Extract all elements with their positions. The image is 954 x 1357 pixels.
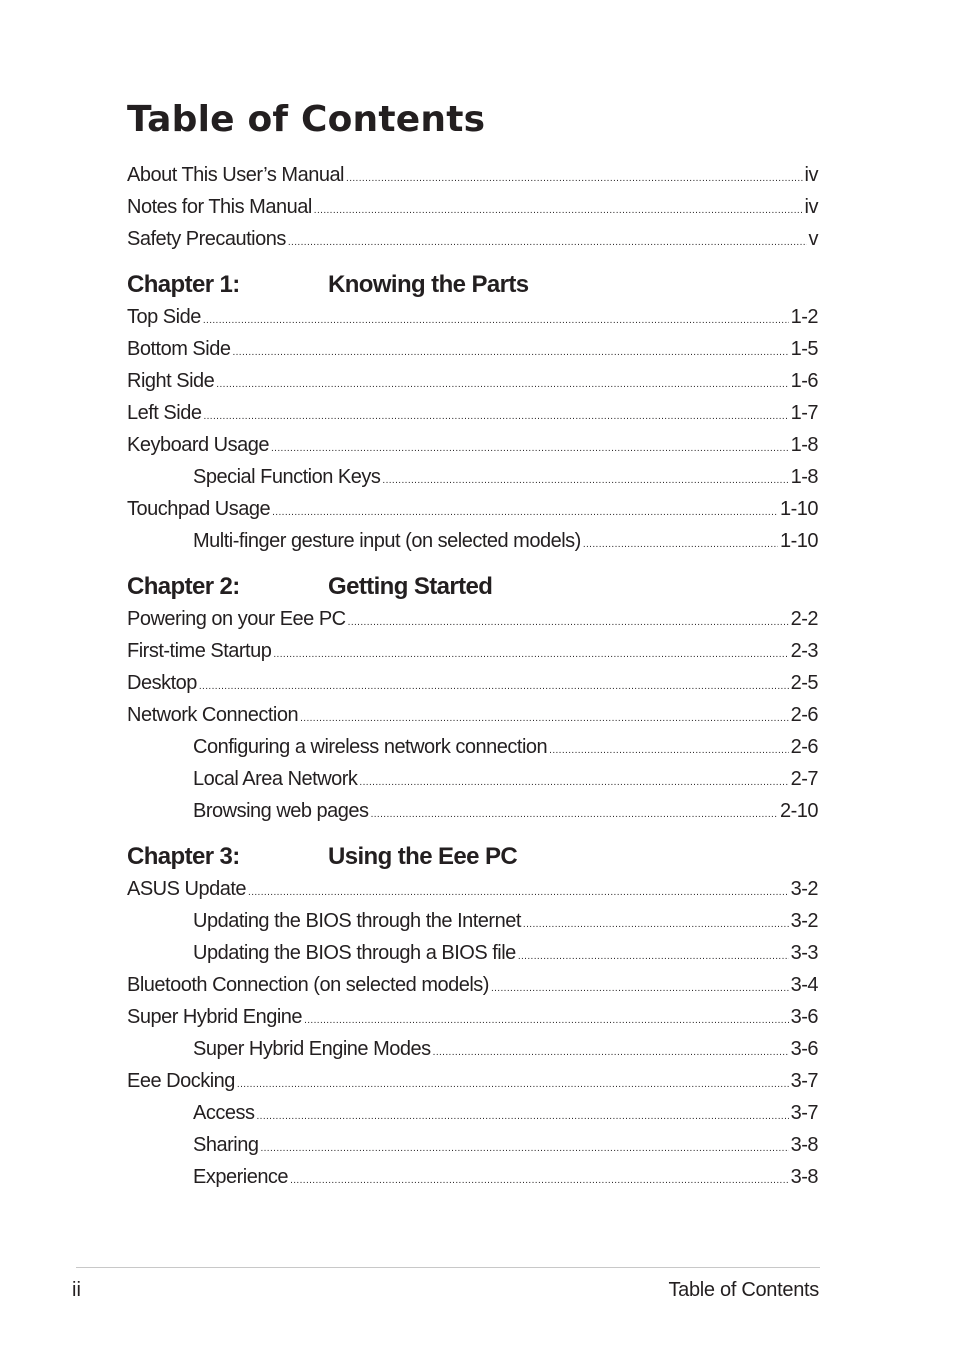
toc-entry[interactable]	[127, 699, 818, 731]
toc-entry[interactable]	[127, 667, 818, 699]
toc-entry-page: 2-6	[790, 704, 818, 726]
footer-section-title: Table of Contents	[668, 1279, 819, 1301]
footer-page-number: ii	[72, 1279, 81, 1301]
dot-leader	[216, 369, 788, 401]
chapter-2-heading[interactable]	[127, 571, 818, 603]
dot-leader	[346, 163, 803, 195]
toc-entry-page: 1-8	[790, 466, 818, 488]
toc-entry-text: Keyboard Usage	[127, 434, 269, 456]
toc-entry-page: 2-10	[779, 800, 818, 822]
toc-entry[interactable]	[127, 365, 818, 397]
toc-entry-text: Powering on your Eee PC	[127, 608, 346, 630]
toc-entry-page: 1-10	[779, 530, 818, 552]
toc-entry-text: Configuring a wireless network connection	[193, 736, 548, 758]
toc-entry-text: Eee Docking	[127, 1070, 235, 1092]
toc-entry-page: 2-3	[790, 640, 818, 662]
toc-entry-page: 3-2	[790, 878, 818, 900]
toc-entry-page: 3-7	[790, 1070, 818, 1092]
dot-leader	[382, 465, 788, 497]
toc-entry-page: 1-7	[790, 402, 818, 424]
dot-leader	[523, 909, 789, 941]
chapter-3-heading[interactable]	[127, 841, 818, 873]
toc-entry[interactable]	[127, 1001, 818, 1033]
toc-entry[interactable]	[127, 603, 818, 635]
dot-leader	[518, 941, 789, 973]
toc-entry-text: Local Area Network	[193, 768, 358, 790]
toc-entry[interactable]	[127, 1065, 818, 1097]
toc-subentry[interactable]	[127, 525, 818, 557]
toc-entry[interactable]	[127, 397, 818, 429]
toc-entry-page: 3-8	[790, 1166, 818, 1188]
dot-leader	[433, 1037, 789, 1069]
toc-entry-text: Bottom Side	[127, 338, 231, 360]
toc-entry-page: 2-7	[790, 768, 818, 790]
dot-leader	[359, 767, 788, 799]
toc-subentry[interactable]	[127, 461, 818, 493]
page-title: Table of Contents	[127, 99, 486, 140]
dot-leader	[203, 401, 788, 433]
toc-subentry[interactable]	[127, 1161, 818, 1193]
toc-entry-text: ASUS Update	[127, 878, 247, 900]
toc-subentry[interactable]	[127, 763, 818, 795]
toc-entry-page: 3-2	[790, 910, 818, 932]
toc-entry-page: 2-2	[790, 608, 818, 630]
toc-entry-safety[interactable]	[127, 223, 818, 255]
toc-entry-page: iv	[804, 164, 818, 186]
toc-entry-text: Desktop	[127, 672, 197, 694]
toc-entry-page: 3-8	[790, 1134, 818, 1156]
toc-entry-text: Experience	[193, 1166, 289, 1188]
toc-entry-page: iv	[804, 196, 818, 218]
toc-entry-about-manual[interactable]	[127, 159, 818, 191]
footer-divider	[76, 1267, 820, 1268]
table-of-contents	[127, 159, 818, 1193]
toc-entry-text: Left Side	[127, 402, 202, 424]
chapter-label: Chapter 2:	[127, 573, 240, 600]
toc-entry-text: Super Hybrid Engine	[127, 1006, 303, 1028]
toc-entry-text: First-time Startup	[127, 640, 272, 662]
toc-entry-text: Access	[193, 1102, 255, 1124]
toc-entry-page: 1-5	[790, 338, 818, 360]
toc-entry-text: Browsing web pages	[193, 800, 369, 822]
toc-entry[interactable]	[127, 301, 818, 333]
toc-entry-text: Multi-finger gesture input (on selected models)	[193, 530, 581, 552]
toc-entry-page: 1-8	[790, 434, 818, 456]
toc-entry-text: Special Function Keys	[193, 466, 381, 488]
toc-entry-text: Bluetooth Connection (on selected models)	[127, 974, 489, 996]
dot-leader	[203, 305, 789, 337]
toc-entry[interactable]	[127, 873, 818, 905]
toc-entry-text: Touchpad Usage	[127, 498, 271, 520]
chapter-label: Chapter 3:	[127, 843, 240, 870]
toc-entry[interactable]	[127, 635, 818, 667]
chapter-label: Chapter 1:	[127, 271, 240, 298]
toc-entry-page: 2-6	[790, 736, 818, 758]
toc-entry[interactable]	[127, 969, 818, 1001]
dot-leader	[256, 1101, 788, 1133]
toc-entry-page: 1-10	[779, 498, 818, 520]
toc-entry-text: Top Side	[127, 306, 201, 328]
toc-entry-text: Safety Precautions	[127, 228, 286, 250]
toc-entry-page: 1-2	[790, 306, 818, 328]
toc-entry-text: Super Hybrid Engine Modes	[193, 1038, 431, 1060]
toc-entry-page: 1-6	[790, 370, 818, 392]
dot-leader	[232, 337, 788, 369]
dot-leader	[237, 1069, 789, 1101]
dot-leader	[549, 735, 788, 767]
toc-subentry[interactable]	[127, 1033, 818, 1065]
toc-subentry[interactable]	[127, 1129, 818, 1161]
chapter-name: Knowing the Parts	[328, 271, 529, 298]
toc-subentry[interactable]	[127, 731, 818, 763]
toc-subentry[interactable]	[127, 905, 818, 937]
dot-leader	[371, 799, 778, 831]
toc-entry-text: About This User’s Manual	[127, 164, 345, 186]
toc-entry-page: 3-6	[790, 1006, 818, 1028]
toc-entry-text: Network Connection	[127, 704, 299, 726]
toc-entry-notes[interactable]	[127, 191, 818, 223]
toc-entry-page: 3-7	[790, 1102, 818, 1124]
chapter-name: Using the Eee PC	[328, 843, 518, 870]
toc-entry[interactable]	[127, 333, 818, 365]
dot-leader	[583, 529, 778, 561]
toc-subentry[interactable]	[127, 937, 818, 969]
toc-entry-text: Updating the BIOS through a BIOS file	[193, 942, 516, 964]
toc-entry-page: v	[808, 228, 818, 250]
toc-entry-text: Sharing	[193, 1134, 259, 1156]
dot-leader	[260, 1133, 788, 1165]
chapter-name: Getting Started	[328, 573, 493, 600]
toc-entry-text: Notes for This Manual	[127, 196, 312, 218]
toc-entry-page: 3-6	[790, 1038, 818, 1060]
chapter-1-heading[interactable]	[127, 269, 818, 301]
dot-leader	[290, 1165, 789, 1197]
toc-entry[interactable]	[127, 493, 818, 525]
toc-entry-text: Updating the BIOS through the Internet	[193, 910, 521, 932]
dot-leader	[273, 639, 788, 671]
toc-entry-text: Right Side	[127, 370, 215, 392]
toc-subentry[interactable]	[127, 795, 818, 827]
dot-leader	[314, 195, 803, 227]
dot-leader	[348, 607, 789, 639]
toc-entry-page: 3-3	[790, 942, 818, 964]
dot-leader	[491, 973, 789, 1005]
toc-subentry[interactable]	[127, 1097, 818, 1129]
toc-entry-page: 2-5	[790, 672, 818, 694]
toc-entry-page: 3-4	[790, 974, 818, 996]
toc-entry[interactable]	[127, 429, 818, 461]
dot-leader	[288, 227, 807, 259]
